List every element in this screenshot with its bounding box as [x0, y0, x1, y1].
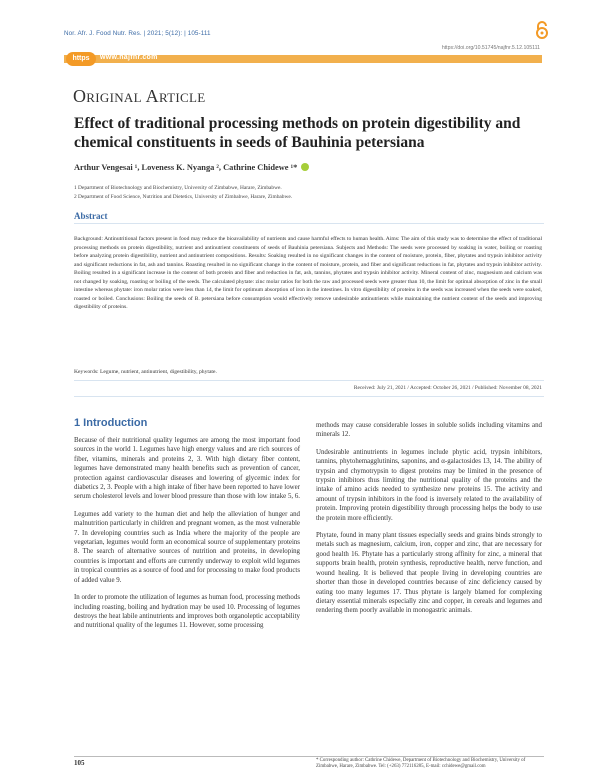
- paragraph: Phytate, found in many plant tissues especially seeds and grains binds strongly to metals such as magnesium, calcium, iron, copper and zinc, that are necessary for good health 16. Phytate has a particularly strong affinity for zinc, a mineral that supports brain health, protein synthesis, reproductive health, nerve function, and wound healing. It is believed that people living in developing countries are shorter than those in developed countries because of zinc deficiency caused by eating too many legumes 17. Thus phytate is largely blamed for complexing dietary essential minerals especially zinc and copper, in cereals and legumes and rendering them poorly available in monogastric animals.: [316, 532, 542, 615]
- affiliation-1: 1 Department of Biotechnology and Biochemistry, University of Zimbabwe, Harare, Zimbabwe.: [74, 185, 282, 191]
- received-date: Received: July 21, 2021: [353, 385, 407, 391]
- journal-website[interactable]: www.najfnr.com: [100, 54, 158, 61]
- doi-link[interactable]: https://doi.org/10.51745/najfnr.5.12.105111: [441, 45, 540, 51]
- paragraph: Because of their nutritional quality legumes are among the most important food sources in the world 1. Legumes have high energy values and are rich sources of fiber, vitamins, minerals and proteins 2, 3. With high dietary fiber content, legumes have demonstrated many health benefits such as prevention of cancer, protection against cardiovascular diseases and lowering of glycemic index for diabetics 2, 3. People with a high intake of fiber have been reported to have lower serum cholesterol levels and lower blood pressure than those with low intake 5, 6.: [74, 437, 300, 501]
- paragraph: Legumes add variety to the human diet and help the alleviation of hunger and malnutrition particularly in children and pregnant women, as the most vulnerable 7. In developing countries such as India where the majority of the people are vegetarian, legumes would form an economical source of supplementary proteins 8. The search of alternative sources of nutrition and proteins, in developing countries is important and efforts are currently underway to exploit wild legumes in tropical countries as a source of food and for processing to make food products of added value 9.: [74, 510, 300, 584]
- article-title: Effect of traditional processing methods on protein digestibility and chemical constituents in seeds of Bauhinia petersiana: [74, 115, 521, 151]
- abstract-text: Background: Antinutritional factors present in food may reduce the bioavailability of nutrients and cause harmful effects to human health. Aims: The aim of this study was to determine the effect of traditional processing methods on protein digestibility, nutrient and antinutrient constituents of seeds of Bauhinia petersiana. Subjects and Methods: The seeds were processed by soaking in water, boiling or roasting before analyzing protein digestibility, nutrient and antinutrient compositions. Results: Soaking resulted in no significant changes in the content of moisture, protein, fiber, phytates and trypsin inhibitor activity and significant reductions in fat, ash and tannins. Roasting resulted in no significant change in the content of moisture, protein, and fiber and significant reductions in fat, phytates and trypsin inhibitor activity. Boiling resulted in a significant increase in the content of both protein and fiber and reduction in fat, ash, tannins, phytates and trypsin inhibitor activity. Mineral content of zinc, magnesium and calcium was not changed by soaking, roasting or boiling of the seeds. The calculated phytate: zinc molar ratios for both the raw and processed seeds were greater than 10, the limit for optimal absorption of zinc in the small intestine whereas phytate: iron molar ratios were less than 14, the limit for optimum absorption of iron in the intestines. In vitro digestibility of proteins in the seeds was increased when the seeds were soaked, roasted or boiled. Conclusions: Boiling the seeds of B. petersiana before consumption would effectively remove undesirable antinutrients while maintaining the nutrient content of the seeds and improving digestibility of proteins.: [74, 236, 542, 310]
- section-heading-introduction: 1 Introduction: [74, 417, 148, 429]
- accepted-date: Accepted: October 26, 2021: [409, 385, 471, 391]
- body-column-left: [74, 436, 300, 639]
- divider: [74, 396, 544, 397]
- affiliation-2: 2 Department of Food Science, Nutrition and Dietetics, University of Zimbabwe, Harare, Zimbabwe.: [74, 194, 293, 200]
- footer-divider: [74, 756, 544, 757]
- article-dates: Received: July 21, 2021 / Accepted: October 26, 2021 / Published: November 08, 2021: [353, 385, 542, 391]
- article-type: Original Article: [73, 86, 206, 106]
- journal-citation: Nor. Afr. J. Food Nutr. Res. | 2021; 5(12): | 105-111: [64, 30, 211, 37]
- orcid-icon[interactable]: [301, 163, 309, 171]
- abstract-heading: Abstract: [74, 211, 108, 221]
- keywords: Keywords: Legume, nutrient, antinutrient, digestibility, phytate.: [74, 369, 217, 375]
- paragraph: In order to promote the utilization of legumes as human food, processing methods including roasting, boiling and hydration may be used 10. Processing of legumes destroys the heat labile antinutrients and improves both organoleptic acceptability and nutritional quality of the legumes 11. However, some processing: [74, 594, 301, 630]
- page-number: 105: [74, 759, 85, 767]
- corresponding-author: * Corresponding author: Cathrine Chidewe, Department of Biotechnology and Biochemistry, University of Zimbabwe, Harare, Zimbabwe. Tel: (+263) 772116285, E-mail: cchidewe@gmail.com: [316, 758, 526, 770]
- paragraph: Undesirable antinutrients in legumes include phytic acid, trypsin inhibitors, tannins, phytohemagglutinins, saponins, and α-galactosides 13, 14. The ability of trypsin and chymotrypsin to digest proteins may be limited in the presence of trypsin inhibitors thus limiting the nutritional quality of the proteins and the intake of amino acids needed to synthesize new proteins 15. The activity and amount of trypsin inhibitors in the food is inversely related to the availability of protein. Improving protein digestibility through processing helps the body to use the protein more efficiently.: [316, 448, 542, 522]
- https-badge: https: [66, 52, 96, 66]
- divider: [74, 223, 544, 224]
- open-access-icon: [535, 21, 549, 39]
- authors-text: Arthur Vengesai ¹, Loveness K. Nyanga ², Cathrine Chidewe ¹*: [74, 163, 298, 172]
- divider: [74, 380, 544, 381]
- body-column-right: [316, 421, 542, 624]
- published-date: Published: November 08, 2021: [474, 385, 542, 391]
- author-list: [74, 163, 315, 172]
- paragraph: methods may cause considerable losses in soluble solids including vitamins and minerals 12.: [316, 422, 542, 439]
